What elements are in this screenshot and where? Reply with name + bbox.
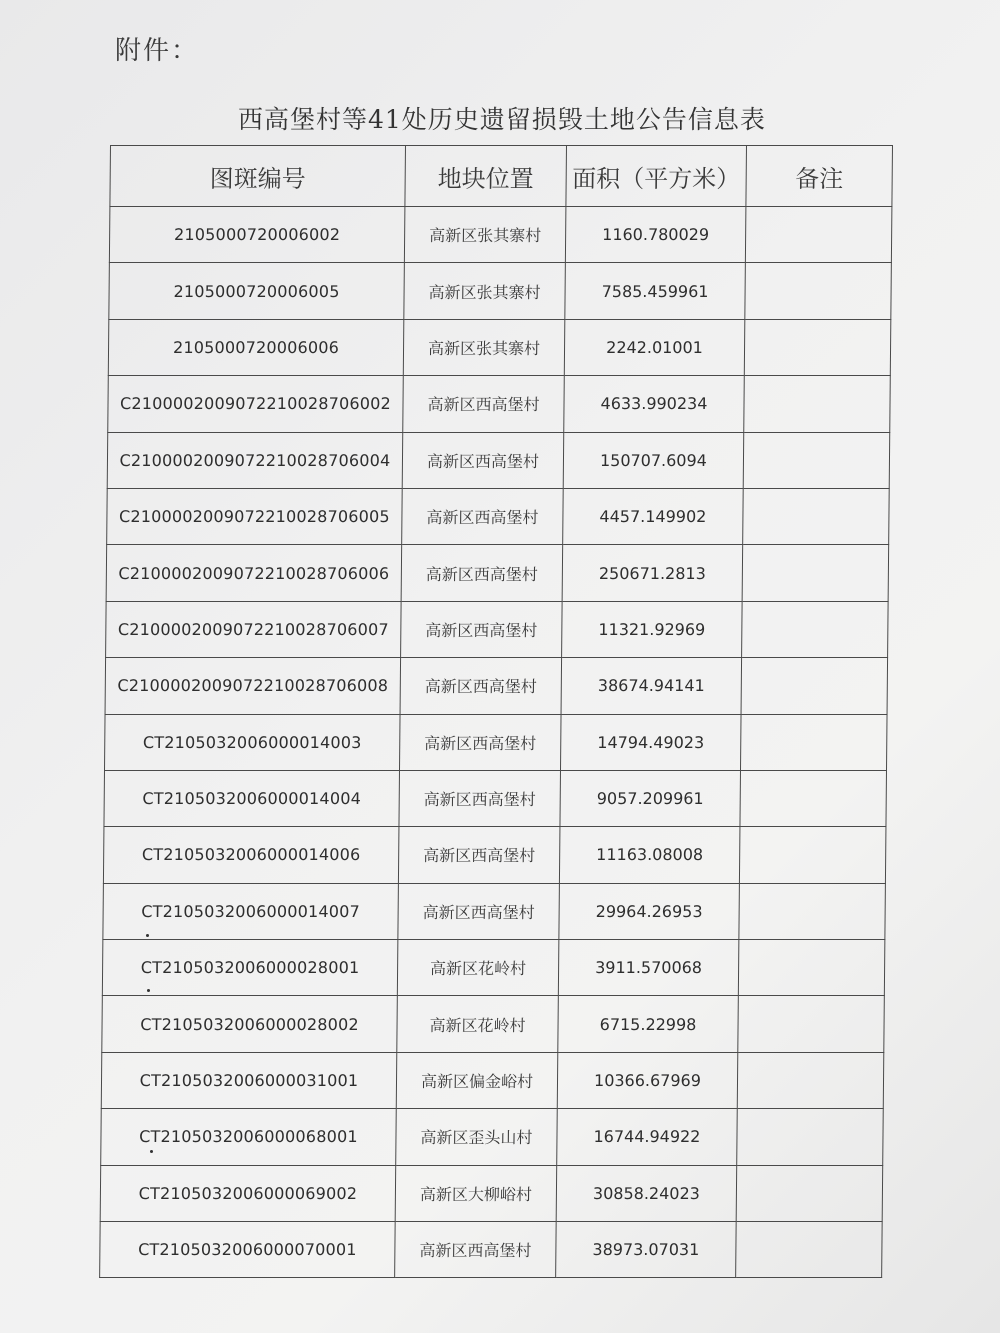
- header-location: 地块位置: [405, 146, 567, 207]
- location-cell: 高新区西高堡村: [402, 488, 564, 544]
- location-cell: 高新区西高堡村: [398, 827, 560, 883]
- table-row: [107, 432, 890, 488]
- area-cell: 7585.459961: [565, 263, 746, 319]
- scan-speck: [147, 989, 150, 992]
- parcel-code-cell: 2105000720006006: [108, 319, 404, 375]
- table-row: [109, 263, 892, 319]
- parcel-code-cell: CT2105032006000068001: [101, 1109, 397, 1165]
- attachment-label: 附件：: [115, 36, 200, 66]
- location-cell: 高新区西高堡村: [400, 658, 562, 714]
- note-cell: [737, 1109, 884, 1165]
- area-cell: 11321.92969: [562, 601, 743, 657]
- parcel-code-cell: C2100002009072210028706005: [107, 488, 403, 544]
- header-note: 备注: [746, 146, 893, 207]
- scan-speck: [146, 934, 149, 937]
- scan-speck: [150, 1150, 153, 1153]
- table-row: [101, 1052, 884, 1108]
- area-cell: 16744.94922: [557, 1109, 738, 1165]
- location-cell: 高新区偏金峪村: [396, 1052, 558, 1108]
- location-cell: 高新区西高堡村: [401, 545, 563, 601]
- parcel-code-cell: 2105000720006002: [109, 207, 405, 263]
- parcel-code-cell: C2100002009072210028706004: [107, 432, 403, 488]
- note-cell: [736, 1222, 883, 1278]
- note-cell: [740, 714, 887, 770]
- note-cell: [738, 996, 885, 1052]
- area-cell: 29964.26953: [559, 883, 740, 939]
- area-cell: 38973.07031: [556, 1222, 737, 1278]
- location-cell: 高新区西高堡村: [399, 770, 561, 826]
- parcel-code-cell: CT2105032006000014004: [104, 770, 400, 826]
- parcel-code-cell: CT2105032006000028001: [102, 940, 398, 996]
- note-cell: [739, 827, 886, 883]
- table-row: [106, 601, 889, 657]
- parcel-code-cell: CT2105032006000028002: [102, 996, 398, 1052]
- location-cell: 高新区张其寨村: [404, 207, 566, 263]
- note-cell: [741, 658, 888, 714]
- land-info-table: [99, 145, 893, 1278]
- location-cell: 高新区花岭村: [397, 996, 559, 1052]
- location-cell: 高新区西高堡村: [401, 601, 563, 657]
- note-cell: [738, 940, 885, 996]
- parcel-code-cell: C2100002009072210028706007: [106, 601, 402, 657]
- location-cell: 高新区张其寨村: [403, 319, 565, 375]
- area-cell: 9057.209961: [560, 770, 741, 826]
- area-cell: 14794.49023: [560, 714, 741, 770]
- area-cell: 4457.149902: [563, 488, 744, 544]
- note-cell: [745, 207, 892, 263]
- table-row: [108, 376, 891, 432]
- parcel-code-cell: CT2105032006000031001: [101, 1052, 397, 1108]
- table-row: [104, 714, 887, 770]
- note-cell: [736, 1165, 883, 1221]
- location-cell: 高新区西高堡村: [403, 376, 565, 432]
- parcel-code-cell: C2100002009072210028706008: [105, 658, 401, 714]
- location-cell: 高新区西高堡村: [399, 714, 561, 770]
- location-cell: 高新区西高堡村: [395, 1222, 557, 1278]
- area-cell: 6715.22998: [558, 996, 739, 1052]
- table-row: [103, 827, 886, 883]
- document-title: 西高堡村等41处历史遗留损毁土地公告信息表: [238, 105, 766, 134]
- table-row: [105, 658, 888, 714]
- note-cell: [743, 432, 890, 488]
- table-row: [106, 545, 889, 601]
- note-cell: [743, 488, 890, 544]
- area-cell: 4633.990234: [564, 376, 745, 432]
- area-cell: 150707.6094: [563, 432, 744, 488]
- note-cell: [742, 545, 889, 601]
- note-cell: [740, 770, 887, 826]
- header-area: 面积（平方米）: [566, 146, 747, 207]
- area-cell: 38674.94141: [561, 658, 742, 714]
- table-row: [107, 488, 890, 544]
- parcel-code-cell: CT2105032006000014006: [103, 827, 399, 883]
- table-row: [101, 1109, 884, 1165]
- area-cell: 250671.2813: [562, 545, 743, 601]
- parcel-code-cell: CT2105032006000014003: [104, 714, 400, 770]
- note-cell: [745, 263, 892, 319]
- table-row: [103, 883, 886, 939]
- header-parcel-code: 图斑编号: [110, 146, 406, 207]
- area-cell: 11163.08008: [559, 827, 740, 883]
- location-cell: 高新区西高堡村: [398, 883, 560, 939]
- note-cell: [744, 376, 891, 432]
- location-cell: 高新区花岭村: [397, 940, 559, 996]
- location-cell: 高新区张其寨村: [404, 263, 566, 319]
- location-cell: 高新区西高堡村: [402, 432, 564, 488]
- location-cell: 高新区大柳峪村: [395, 1165, 557, 1221]
- table-body: [100, 207, 892, 1278]
- location-cell: 高新区歪头山村: [396, 1109, 558, 1165]
- parcel-code-cell: C2100002009072210028706002: [108, 376, 404, 432]
- table-row: [102, 996, 885, 1052]
- note-cell: [744, 319, 891, 375]
- area-cell: 1160.780029: [565, 207, 746, 263]
- table-row: [108, 319, 891, 375]
- land-info-table-container: [99, 145, 892, 1283]
- table-row: [100, 1165, 883, 1221]
- area-cell: 2242.01001: [564, 319, 745, 375]
- parcel-code-cell: CT2105032006000069002: [100, 1165, 396, 1221]
- table-row: [109, 207, 892, 263]
- table-row: [100, 1222, 883, 1278]
- area-cell: 30858.24023: [556, 1165, 737, 1221]
- note-cell: [742, 601, 889, 657]
- table-row: [104, 770, 887, 826]
- parcel-code-cell: CT2105032006000070001: [100, 1222, 396, 1278]
- note-cell: [737, 1052, 884, 1108]
- parcel-code-cell: 2105000720006005: [109, 263, 405, 319]
- table-header-row: [110, 146, 893, 207]
- table-row: [102, 940, 885, 996]
- parcel-code-cell: C2100002009072210028706006: [106, 545, 402, 601]
- note-cell: [739, 883, 886, 939]
- area-cell: 3911.570068: [558, 940, 739, 996]
- area-cell: 10366.67969: [557, 1052, 738, 1108]
- parcel-code-cell: CT2105032006000014007: [103, 883, 399, 939]
